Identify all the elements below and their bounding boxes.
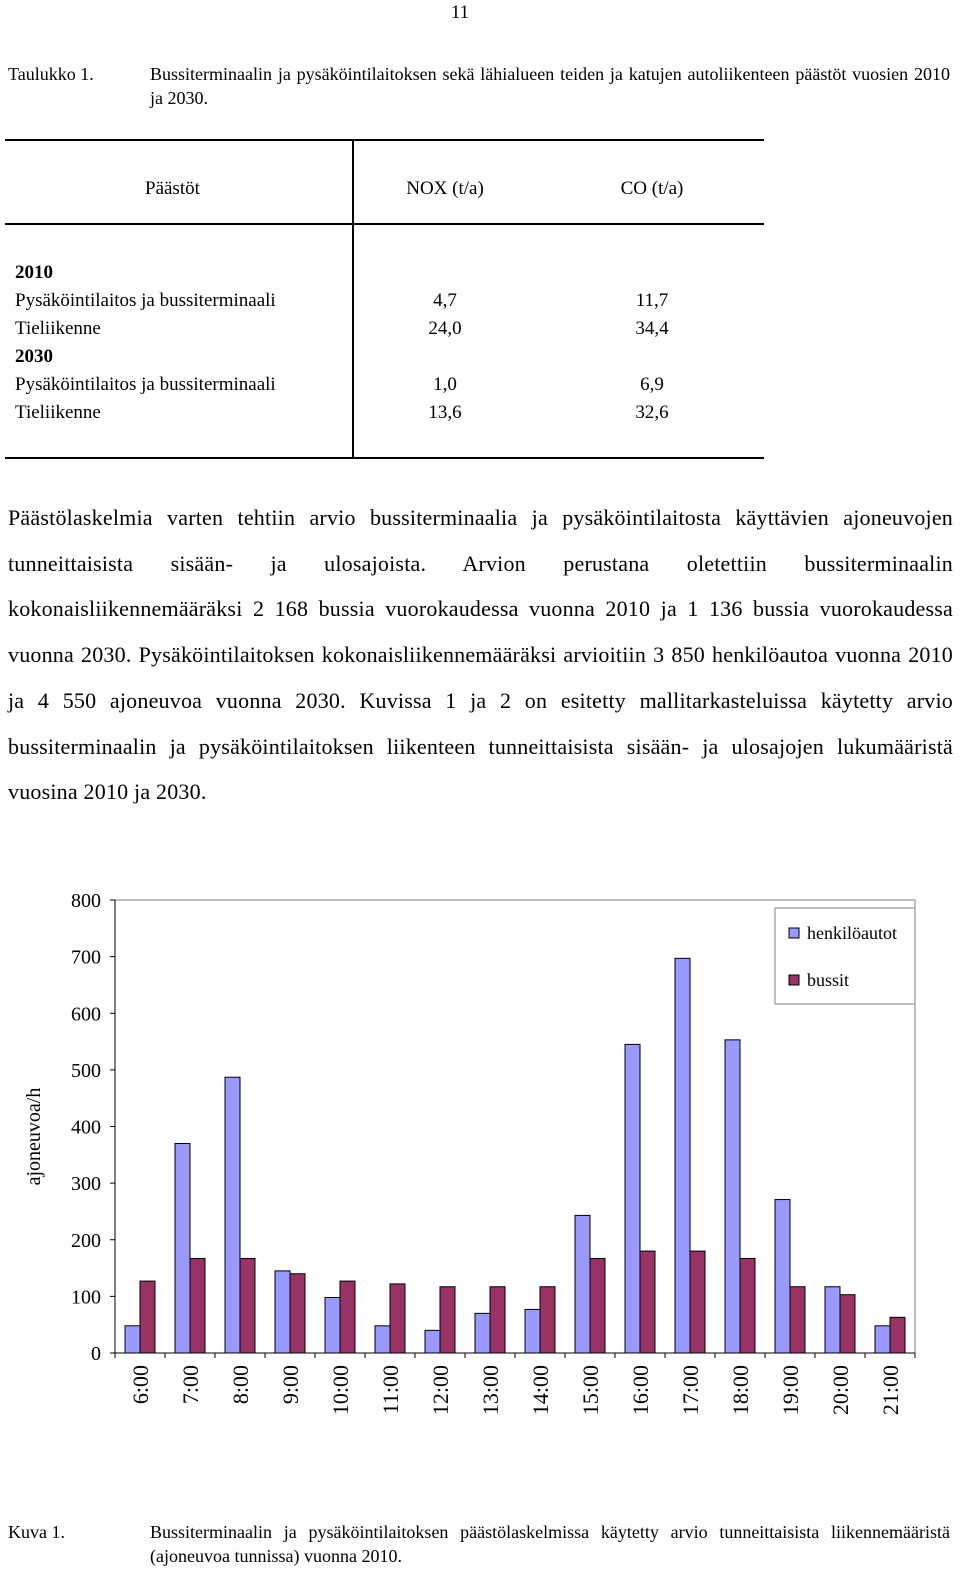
y-tick-label: 700 (71, 946, 101, 969)
bar-henkiloautot (275, 1271, 290, 1353)
bar-henkiloautot (475, 1313, 490, 1353)
y-axis-label: ajoneuvoa/h (23, 1087, 45, 1186)
table-cell-nox: 24,0 (428, 318, 462, 339)
table-caption-text: Bussiterminaalin ja pysäköintilaitoksen sekä lähialueen teiden ja katujen autoliikenteen päästöt vuosien 2010 ja 2030. (150, 64, 950, 108)
bar-bussit (690, 1251, 705, 1353)
emissions-table (0, 0, 960, 470)
x-tick-label: 7:00 (178, 1365, 203, 1405)
bar-henkiloautot (125, 1326, 140, 1353)
bar-bussit (290, 1274, 305, 1353)
x-tick-label: 16:00 (628, 1365, 653, 1416)
bar-bussit (540, 1287, 555, 1353)
x-tick-label: 6:00 (128, 1365, 153, 1405)
y-tick-label: 400 (71, 1116, 101, 1139)
table-caption-label: Taulukko 1. (8, 64, 94, 84)
legend-swatch (789, 975, 799, 985)
x-tick-label: 21:00 (878, 1365, 903, 1416)
legend-label: henkilöautot (807, 923, 897, 943)
x-tick-label: 12:00 (428, 1365, 453, 1416)
table-row-label: Pysäköintilaitos ja bussiterminaali (15, 290, 276, 311)
table-row-label: Pysäköintilaitos ja bussiterminaali (15, 374, 276, 395)
bar-henkiloautot (775, 1200, 790, 1353)
y-tick-label: 0 (91, 1343, 101, 1365)
x-tick-label: 18:00 (728, 1365, 753, 1416)
y-tick-label: 500 (71, 1059, 101, 1082)
bar-bussit (440, 1287, 455, 1353)
legend-swatch (789, 928, 799, 938)
bar-henkiloautot (425, 1330, 440, 1353)
table-row-label: Tieliikenne (15, 318, 101, 339)
bar-chart-svg (0, 880, 960, 1470)
bar-bussit (240, 1258, 255, 1353)
bar-henkiloautot (625, 1044, 640, 1353)
table-cell-nox: 4,7 (433, 290, 457, 311)
table-header-nox: NOX (t/a) (406, 178, 484, 199)
figure-caption-text: Bussiterminaalin ja pysäköintilaitoksen päästölaskelmissa käytetty arvio tunneittaisista liikennemääristä (ajoneuvoa tunnissa) vuonna 2010. (150, 1522, 950, 1566)
table-cell-co: 32,6 (635, 402, 669, 423)
bar-bussit (390, 1284, 405, 1353)
y-tick-label: 100 (71, 1286, 101, 1309)
bar-bussit (490, 1287, 505, 1353)
bar-bussit (640, 1251, 655, 1353)
y-tick-label: 600 (71, 1003, 101, 1026)
x-tick-label: 15:00 (578, 1365, 603, 1416)
x-tick-label: 20:00 (828, 1365, 853, 1416)
bar-henkiloautot (725, 1040, 740, 1353)
bar-bussit (740, 1258, 755, 1353)
bar-bussit (790, 1287, 805, 1353)
bar-henkiloautot (825, 1287, 840, 1353)
bar-bussit (190, 1258, 205, 1353)
x-tick-label: 19:00 (778, 1365, 803, 1416)
x-tick-label: 9:00 (278, 1365, 303, 1405)
bar-bussit (840, 1295, 855, 1353)
table-row-label: 2010 (15, 262, 53, 283)
x-tick-label: 17:00 (678, 1365, 703, 1416)
bar-bussit (890, 1317, 905, 1353)
table-header-rule (5, 223, 764, 225)
bar-chart (0, 880, 960, 1470)
bar-henkiloautot (375, 1326, 390, 1353)
y-tick-label: 800 (71, 890, 101, 912)
x-tick-label: 13:00 (478, 1365, 503, 1416)
bar-henkiloautot (875, 1326, 890, 1353)
bar-bussit (140, 1281, 155, 1353)
bar-henkiloautot (575, 1215, 590, 1353)
bar-henkiloautot (525, 1309, 540, 1353)
table-bottom-rule (5, 457, 764, 459)
x-tick-label: 10:00 (328, 1365, 353, 1416)
page-number: 11 (450, 2, 470, 23)
bar-henkiloautot (225, 1077, 240, 1353)
y-tick-label: 300 (71, 1173, 101, 1196)
table-row-label: 2030 (15, 346, 53, 367)
bar-henkiloautot (325, 1298, 340, 1353)
table-cell-co: 6,9 (640, 374, 664, 395)
table-cell-co: 11,7 (635, 290, 669, 311)
bar-bussit (590, 1258, 605, 1353)
bar-bussit (340, 1281, 355, 1353)
bar-henkiloautot (675, 958, 690, 1353)
body-paragraph: Päästölaskelmia varten tehtiin arvio bussiterminaalia ja pysäköintilaitosta käyttävien ajoneuvojen tunneittaisista sisään- ja ulosajoista. Arvion perustana oletettiin bussiterminaalin kokonaisliikennemääräksi 2 168 bussia vuorokaudessa vuonna 2010 ja 1 136 bussia vuorokaudessa vuonna 2030. Pysäköintilaitoksen kokonaisliikennemääräksi arvioitiin 3 850 henkilöautoa vuonna 2010 ja 4 550 ajoneuvoa vuonna 2030. Kuvissa 1 ja 2 on esitetty mallitarkasteluissa käytetty arvio bussiterminaalin ja pysäköintilaitoksen liikenteen tunneittaisista sisään- ja ulosajojen lukumääristä vuosina 2010 ja 2030. (8, 505, 953, 805)
table-column-divider (352, 139, 354, 458)
x-tick-label: 11:00 (378, 1365, 403, 1415)
figure-caption-label: Kuva 1. (8, 1522, 65, 1542)
y-tick-label: 200 (71, 1229, 101, 1252)
table-row-label: Tieliikenne (15, 402, 101, 423)
table-cell-nox: 1,0 (433, 374, 457, 395)
table-cell-co: 34,4 (635, 318, 669, 339)
table-header-co: CO (t/a) (620, 178, 684, 199)
x-tick-label: 14:00 (528, 1365, 553, 1416)
table-header-emissions: Päästöt (145, 178, 200, 199)
table-top-rule (5, 139, 764, 141)
table-cell-nox: 13,6 (428, 402, 462, 423)
legend-label: bussit (807, 970, 850, 990)
x-tick-label: 8:00 (228, 1365, 253, 1405)
bar-henkiloautot (175, 1143, 190, 1353)
